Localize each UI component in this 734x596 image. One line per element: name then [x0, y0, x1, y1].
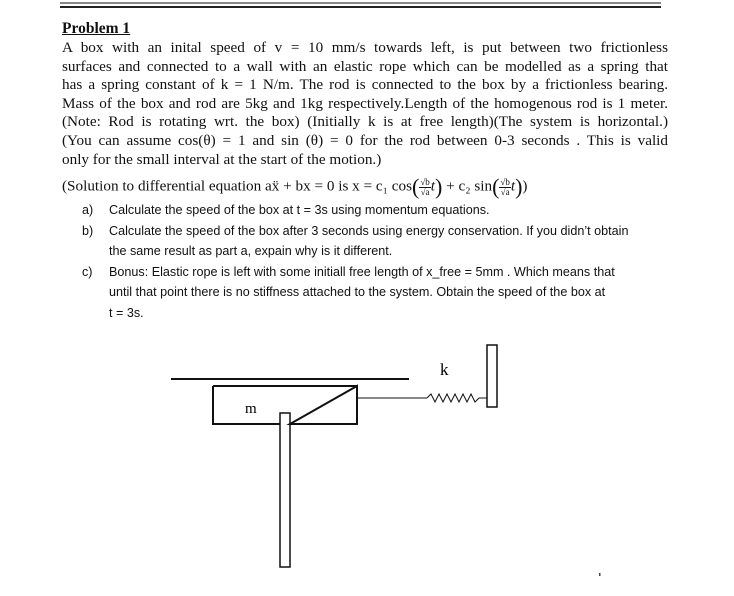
spring [427, 394, 487, 402]
statement-line: (You can assume cos(θ) = 1 and sin (θ) = 0 for the rod between 0-3 seconds . This is valid [62, 131, 668, 149]
statement-line: has a spring constant of k = 1 N/m. The rod is connected to the box by a frictionless bearing. [62, 76, 668, 94]
question-label: b) [82, 223, 94, 238]
question-line: until that point there is no stiffness attached to the system. Obtain the speed of the box at [109, 285, 606, 300]
statement-line: (Note: Rod is rotating wrt. the box) (Initially k is at free length)(The system is horizontal.) [62, 113, 668, 131]
solution-suffix: ) [522, 177, 528, 195]
question-line: Calculate the speed of the box after 3 seconds using energy conservation. If you didn’t obtain [109, 223, 629, 238]
question-line: t = 3s. [109, 305, 144, 320]
close-paren: ) [435, 174, 443, 199]
stray-mark [599, 573, 601, 576]
problem-title: Problem 1 [62, 20, 131, 37]
open-paren: ( [412, 174, 420, 199]
mass-label: m [245, 401, 257, 417]
question-line: the same result as part a, expain why is it different. [109, 244, 393, 259]
open-paren: ( [492, 174, 500, 199]
time-var: t [430, 177, 436, 195]
fraction-numerator: √b [420, 176, 430, 187]
fraction-denominator: √a [500, 186, 510, 197]
question-line: Bonus: Elastic rope is left with some initiall free length of x_free = 5mm . Which means that [109, 264, 615, 279]
close-paren: ) [515, 174, 523, 199]
solution-mid: + c₂ sin [442, 177, 493, 195]
statement-line: surfaces and connected to a wall with an elastic rope which can be modelled as a spring that [62, 57, 668, 75]
question-label: c) [82, 264, 93, 279]
spring-constant-label: k [440, 360, 449, 379]
question-line: Calculate the speed of the box at t = 3s using momentum equations. [109, 203, 490, 217]
fraction-numerator: √b [500, 176, 510, 187]
box [213, 386, 357, 424]
statement-line: A box with an inital speed of v = 10 mm/s towards left, is put between two frictionless [62, 39, 668, 56]
solution-prefix: (Solution to differential equation aẍ + bx = 0 is x = c₁ cos [62, 177, 413, 195]
question-label: a) [82, 203, 94, 217]
time-var: t [510, 177, 516, 195]
wall [487, 345, 497, 407]
statement-line: Mass of the box and rod are 5kg and 1kg respectively.Length of the homogenous rod is 1 meter. [62, 94, 668, 112]
rod [280, 413, 290, 567]
fraction-denominator: √a [420, 186, 430, 197]
statement-line: only for the small interval at the start of the motion.) [62, 150, 382, 168]
